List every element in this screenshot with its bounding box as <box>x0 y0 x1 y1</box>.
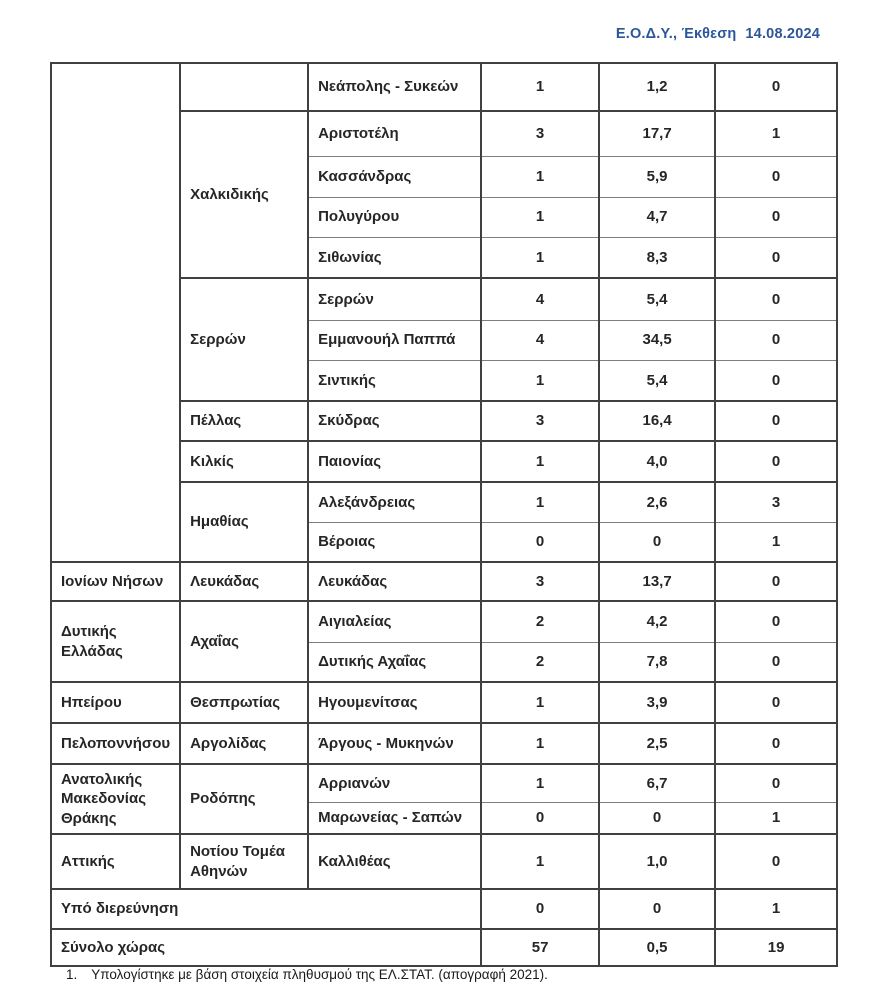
report-date: 14.08.2024 <box>745 26 820 42</box>
municipality-cell: Παιονίας <box>308 441 481 482</box>
third-cell: 0 <box>715 278 837 320</box>
region-cell: Ανατολικής Μακεδονίας Θράκης <box>51 764 180 834</box>
cases-cell: 1 <box>481 156 599 197</box>
cases-cell: 2 <box>481 642 599 682</box>
cases-cell: 1 <box>481 360 599 401</box>
third-cell: 0 <box>715 320 837 360</box>
rate-cell: 0,5 <box>599 929 715 966</box>
municipality-cell: Πολυγύρου <box>308 197 481 237</box>
table-row <box>51 764 837 802</box>
unit-cell: Ημαθίας <box>180 482 308 562</box>
rate-cell: 2,5 <box>599 723 715 764</box>
municipality-cell: Λευκάδας <box>308 562 481 601</box>
table-row <box>51 601 837 642</box>
table-row <box>51 63 837 111</box>
unit-cell: Χαλκιδικής <box>180 111 308 278</box>
rate-cell: 13,7 <box>599 562 715 601</box>
cases-cell: 1 <box>481 197 599 237</box>
rate-cell: 4,7 <box>599 197 715 237</box>
municipality-cell: Αιγιαλείας <box>308 601 481 642</box>
cases-cell: 3 <box>481 401 599 441</box>
rate-cell: 3,9 <box>599 682 715 723</box>
cases-cell: 1 <box>481 834 599 889</box>
rate-cell: 1,0 <box>599 834 715 889</box>
third-cell: 0 <box>715 197 837 237</box>
cases-cell: 1 <box>481 441 599 482</box>
rate-cell: 4,2 <box>599 601 715 642</box>
cases-cell: 0 <box>481 889 599 929</box>
rate-cell: 7,8 <box>599 642 715 682</box>
third-cell: 0 <box>715 562 837 601</box>
third-cell: 0 <box>715 723 837 764</box>
unit-cell <box>180 63 308 111</box>
unit-cell: Ροδόπης <box>180 764 308 834</box>
municipality-cell: Εμμανουήλ Παππά <box>308 320 481 360</box>
third-cell: 0 <box>715 642 837 682</box>
summary-label-cell: Σύνολο χώρας <box>51 929 481 966</box>
rate-cell: 0 <box>599 889 715 929</box>
region-cell: Ιονίων Νήσων <box>51 562 180 601</box>
municipality-cell: Μαρωνείας - Σαπών <box>308 802 481 834</box>
unit-cell: Θεσπρωτίας <box>180 682 308 723</box>
rate-cell: 4,0 <box>599 441 715 482</box>
municipality-cell: Καλλιθέας <box>308 834 481 889</box>
cases-cell: 1 <box>481 682 599 723</box>
third-cell: 1 <box>715 111 837 156</box>
summary-label-cell: Υπό διερεύνηση <box>51 889 481 929</box>
unit-cell: Κιλκίς <box>180 441 308 482</box>
region-cell: Πελοποννήσου <box>51 723 180 764</box>
third-cell: 3 <box>715 482 837 522</box>
rate-cell: 16,4 <box>599 401 715 441</box>
municipality-cell: Σκύδρας <box>308 401 481 441</box>
municipality-cell: Σερρών <box>308 278 481 320</box>
cases-cell: 0 <box>481 802 599 834</box>
footnote-text: Υπολογίστηκε με βάση στοιχεία πληθυσμού της ΕΛ.ΣΤΑΤ. (απογραφή 2021). <box>91 967 548 982</box>
cases-cell: 1 <box>481 63 599 111</box>
third-cell: 19 <box>715 929 837 966</box>
rate-cell: 17,7 <box>599 111 715 156</box>
municipality-cell: Δυτικής Αχαΐας <box>308 642 481 682</box>
cases-cell: 1 <box>481 482 599 522</box>
region-cell: Αττικής <box>51 834 180 889</box>
third-cell: 0 <box>715 682 837 723</box>
rate-cell: 0 <box>599 522 715 562</box>
municipality-cell: Ηγουμενίτσας <box>308 682 481 723</box>
third-cell: 0 <box>715 63 837 111</box>
cases-cell: 4 <box>481 278 599 320</box>
cases-cell: 4 <box>481 320 599 360</box>
cases-cell: 1 <box>481 723 599 764</box>
unit-cell: Αχαΐας <box>180 601 308 682</box>
municipality-cell: Νεάπολης - Συκεών <box>308 63 481 111</box>
municipality-cell: Αλεξάνδρειας <box>308 482 481 522</box>
third-cell: 0 <box>715 156 837 197</box>
third-cell: 0 <box>715 834 837 889</box>
unit-cell: Νοτίου Τομέα Αθηνών <box>180 834 308 889</box>
region-cell: Δυτικής Ελλάδας <box>51 601 180 682</box>
unit-cell: Σερρών <box>180 278 308 401</box>
region-cell: Ηπείρου <box>51 682 180 723</box>
rate-cell: 5,4 <box>599 360 715 401</box>
municipality-cell: Κασσάνδρας <box>308 156 481 197</box>
cases-cell: 3 <box>481 562 599 601</box>
region-cell <box>51 63 180 562</box>
third-cell: 0 <box>715 764 837 802</box>
rate-cell: 0 <box>599 802 715 834</box>
third-cell: 1 <box>715 889 837 929</box>
third-cell: 0 <box>715 441 837 482</box>
rate-cell: 5,9 <box>599 156 715 197</box>
third-cell: 1 <box>715 522 837 562</box>
cases-cell: 2 <box>481 601 599 642</box>
table-row <box>51 834 837 889</box>
report-header <box>616 26 820 42</box>
cases-cell: 1 <box>481 237 599 278</box>
municipality-cell: Σιθωνίας <box>308 237 481 278</box>
third-cell: 0 <box>715 601 837 642</box>
third-cell: 0 <box>715 360 837 401</box>
third-cell: 0 <box>715 401 837 441</box>
table-row <box>51 723 837 764</box>
footnote <box>66 967 548 982</box>
municipality-cell: Αριστοτέλη <box>308 111 481 156</box>
municipality-cell: Βέροιας <box>308 522 481 562</box>
table-row <box>51 682 837 723</box>
rate-cell: 6,7 <box>599 764 715 802</box>
cases-cell: 0 <box>481 522 599 562</box>
rate-cell: 8,3 <box>599 237 715 278</box>
report-org-label: Ε.Ο.Δ.Υ., Έκθεση <box>615 26 737 42</box>
third-cell: 1 <box>715 802 837 834</box>
rate-cell: 2,6 <box>599 482 715 522</box>
table-row <box>51 929 837 966</box>
footnote-number: 1. <box>66 967 78 982</box>
cases-table <box>50 62 838 967</box>
cases-cell: 3 <box>481 111 599 156</box>
municipality-cell: Σιντικής <box>308 360 481 401</box>
cases-cell: 1 <box>481 764 599 802</box>
table-row <box>51 889 837 929</box>
unit-cell: Αργολίδας <box>180 723 308 764</box>
rate-cell: 5,4 <box>599 278 715 320</box>
unit-cell: Λευκάδας <box>180 562 308 601</box>
municipality-cell: Αρριανών <box>308 764 481 802</box>
municipality-cell: Άργους - Μυκηνών <box>308 723 481 764</box>
rate-cell: 1,2 <box>599 63 715 111</box>
cases-cell: 57 <box>481 929 599 966</box>
unit-cell: Πέλλας <box>180 401 308 441</box>
third-cell: 0 <box>715 237 837 278</box>
table-row <box>51 562 837 601</box>
rate-cell: 34,5 <box>599 320 715 360</box>
